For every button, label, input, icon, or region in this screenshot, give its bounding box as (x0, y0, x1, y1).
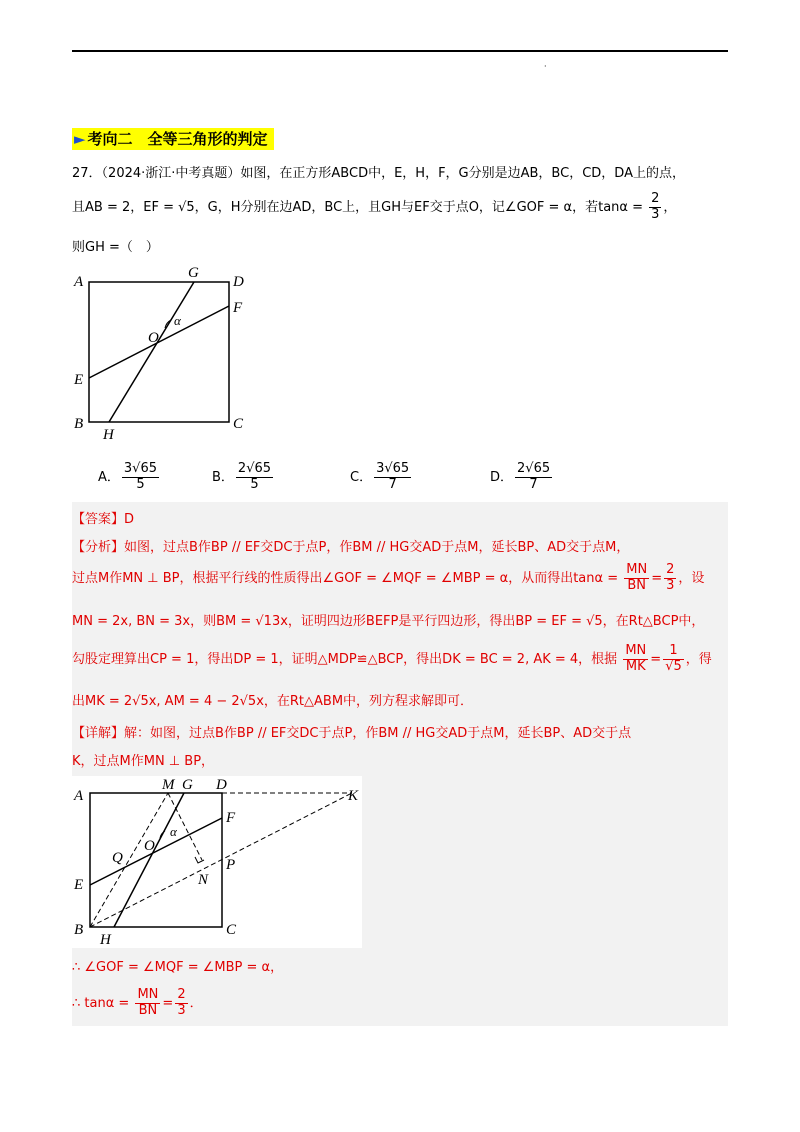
label-k: K (348, 788, 359, 804)
label-a: A (74, 274, 84, 290)
question-source: （2024·浙江·中考真题） (101, 166, 241, 181)
triangle-marker-icon: ► (74, 130, 86, 148)
label-h: H (103, 427, 114, 442)
step-line-1: ∴ ∠GOF = ∠MQF = ∠MBP = α， (72, 960, 284, 975)
label-f: F (233, 300, 243, 316)
label-d: D (233, 274, 244, 290)
label-h-2: H (100, 932, 111, 948)
label-c: C (233, 416, 244, 432)
square-abcd (89, 282, 229, 422)
analysis-label: 【分析】 (72, 540, 125, 555)
detail-label: 【详解】 (72, 726, 125, 741)
dashed-bk (90, 793, 352, 927)
detail-line-2: K，过点M作MN ⊥ BP， (72, 754, 215, 769)
label-d-2: D (216, 777, 227, 793)
label-b: B (74, 416, 84, 432)
segment-gh-2 (114, 793, 184, 927)
analysis-line-4: 勾股定理算出CP = 1，得出DP = 1，证明△MDP≌△BCP，得出DK = BC = 2, AK = 4，根据 $\frac{MN}{MK}$ = $\frac{1}{√5}$ ，得 (72, 643, 712, 674)
section-heading (72, 128, 274, 150)
question-text-1: 如图，在正方形ABCD中，E，H，F，G分别是边AB，BC，CD，DA上的点， (240, 166, 685, 181)
label-f-2: F (226, 810, 236, 826)
label-b-2: B (74, 922, 84, 938)
analysis-line-5: 出MK = 2√5x, AM = 4 − 2√5x，在Rt△ABM中，列方程求解即可． (72, 694, 474, 709)
segment-ef (89, 306, 229, 378)
label-alpha: α (174, 313, 181, 328)
label-o: O (148, 330, 159, 346)
label-m: M (162, 777, 175, 793)
question-line-3: 则GH =（ ） (72, 240, 159, 255)
option-c: C． $\frac{3√65}{7}$ (350, 461, 410, 492)
section-heading-text: 考向二 全等三角形的判定 (87, 130, 268, 148)
answer-value: D (124, 512, 135, 527)
analysis-line-1: 【分析】如图，过点B作BP // EF交DC于点P，作BM // HG交AD于点M，延长BP、AD交于点M， (72, 540, 630, 555)
step-line-2: ∴ tanα = $\frac{MN}{BN}$ = $\frac{2}{3}$ ． (72, 987, 203, 1018)
answer-line (72, 508, 134, 527)
option-d: D． $\frac{2√65}{7}$ (490, 461, 551, 492)
segment-gh (109, 282, 194, 422)
tan-fraction: $\frac{2}{3}$ (651, 191, 660, 222)
label-e-2: E (74, 877, 84, 893)
question-number: 27． (72, 166, 102, 181)
option-b: B． $\frac{2√65}{5}$ (212, 461, 272, 492)
label-n: N (198, 872, 209, 888)
question-text-2: 且AB = 2，EF = √5，G，H分别在边AD，BC上，且GH与EF交于点O，记∠GOF = α，若tanα = (72, 199, 643, 215)
label-p: P (226, 857, 236, 873)
label-a-2: A (74, 788, 84, 804)
analysis-line-3: MN = 2x, BN = 3x，则BM = √13x，证明四边形BEFP是平行四边形，得出BP = EF = √5，在Rt△BCP中， (72, 614, 705, 629)
label-g: G (188, 265, 199, 281)
header-rule (72, 50, 728, 52)
label-g-2: G (182, 777, 193, 793)
header-dot: · (544, 62, 547, 71)
answer-label: 【答案】 (72, 512, 125, 527)
label-c-2: C (226, 922, 237, 938)
question-line-1 (72, 162, 685, 181)
detail-line-1: 【详解】解：如图，过点B作BP // EF交DC于点P，作BM // HG交AD于点M，延长BP、AD交于点 (72, 726, 632, 741)
figure-1 (70, 262, 260, 442)
analysis-line-2: 过点M作MN ⊥ BP，根据平行线的性质得出∠GOF = ∠MQF = ∠MBP = α，从而得出tanα = $\frac{MN}{BN}$ = $\frac{2}{3}$ ，设 (72, 562, 705, 593)
label-q: Q (112, 850, 123, 866)
question-line-2: 且AB = 2，EF = √5，G，H分别在边AD，BC上，且GH与EF交于点O，记∠GOF = α，若tanα = $\frac{2}{3}$ ， (72, 191, 677, 222)
label-alpha-2: α (170, 824, 177, 839)
label-o-2: O (144, 838, 155, 854)
figure-2 (72, 776, 362, 948)
label-e: E (74, 372, 84, 388)
option-a: A． $\frac{3√65}{5}$ (98, 461, 158, 492)
right-angle-mark (195, 857, 204, 863)
